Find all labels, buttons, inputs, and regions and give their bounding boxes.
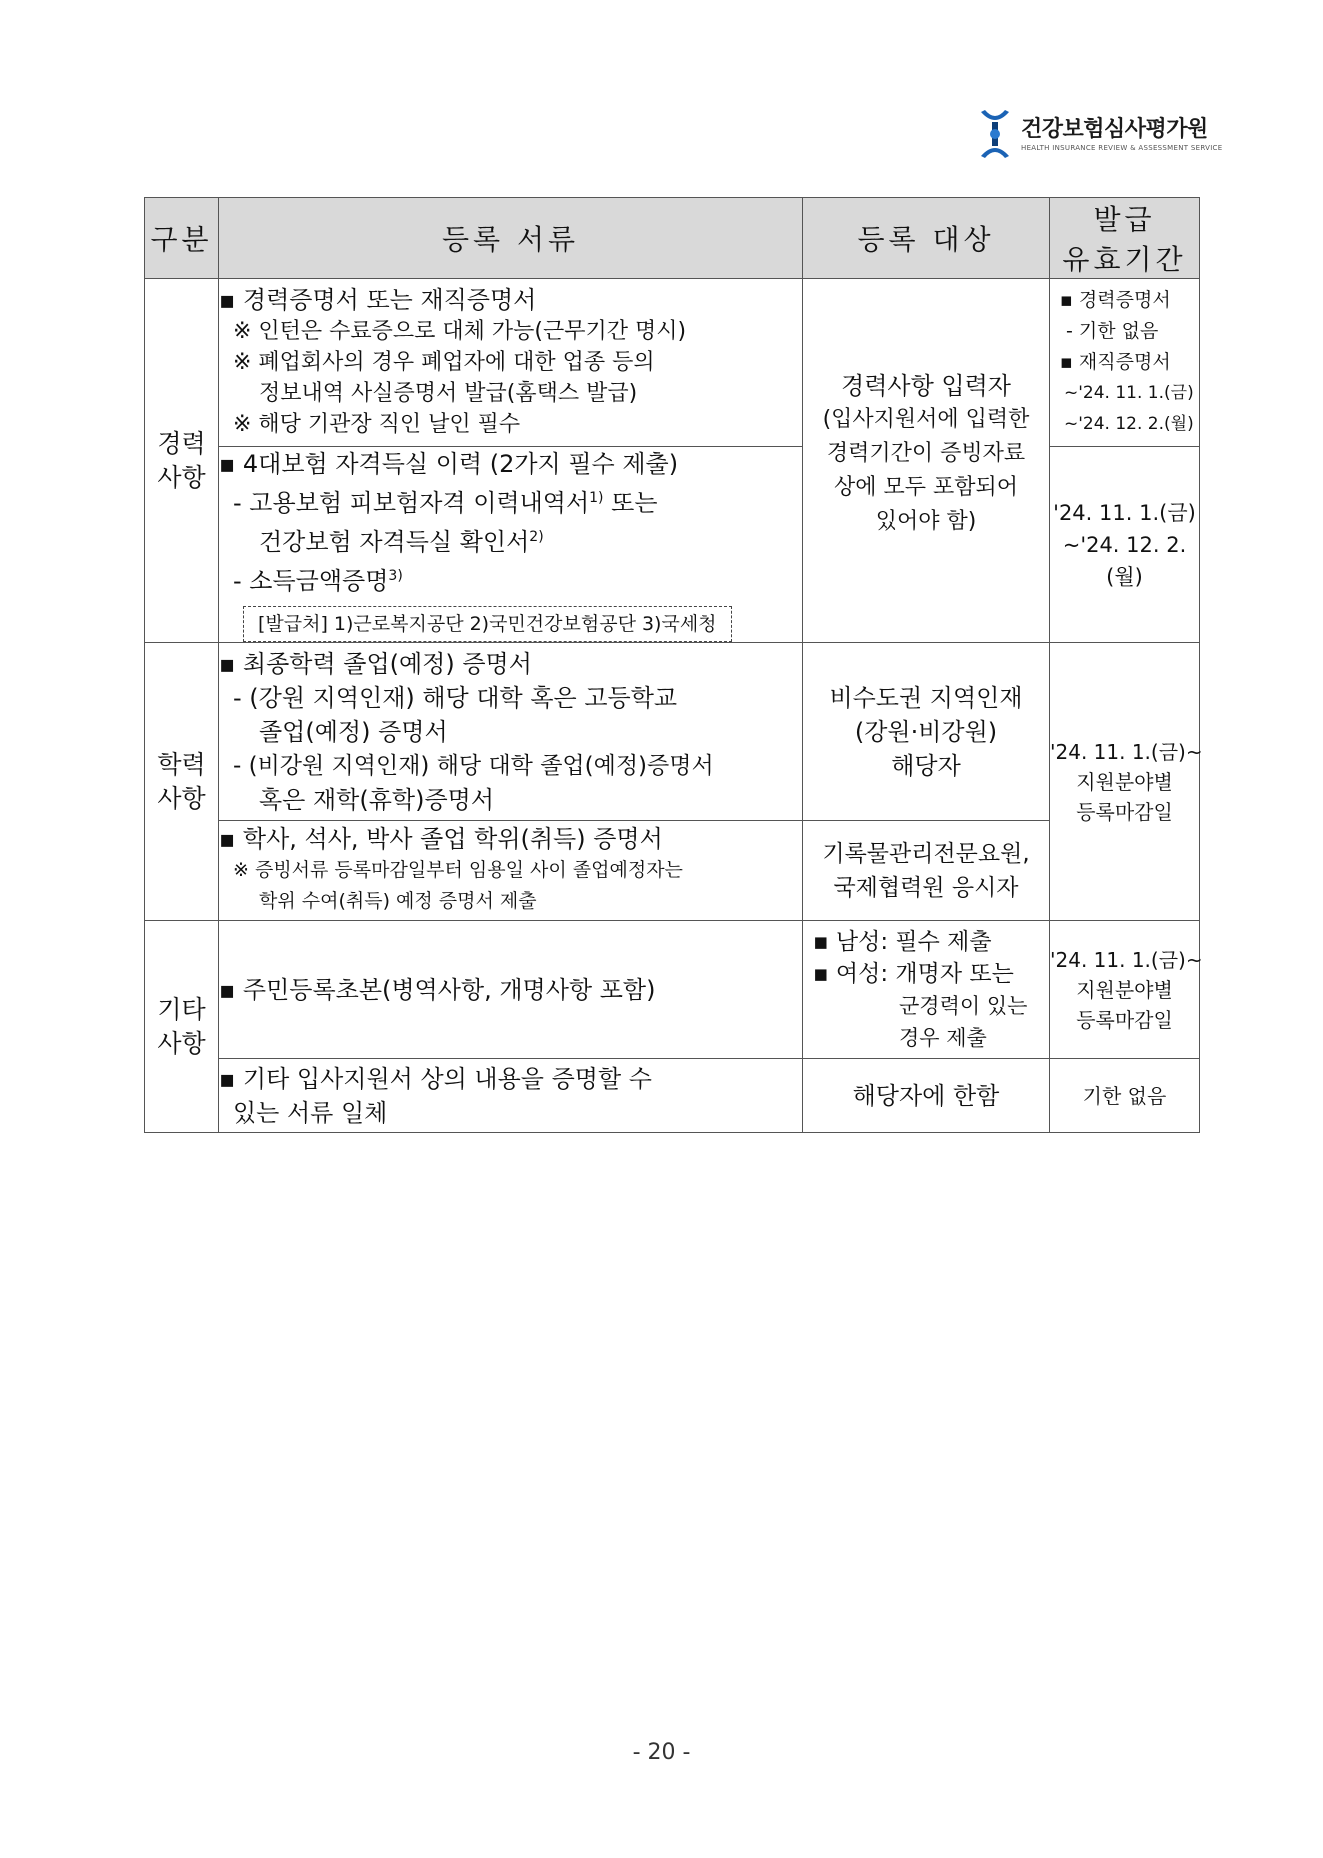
other-doc-line: ▪ 주민등록초본(병역사항, 개명사항 포함): [219, 975, 656, 1004]
validity-line: 지원분야별: [1076, 977, 1173, 1002]
other-docs-1: [219, 921, 803, 1059]
career-target: [803, 279, 1050, 643]
education-target-1: [803, 643, 1050, 821]
validity-line: 등록마감일: [1076, 799, 1173, 824]
other-row-2: [145, 1059, 1200, 1133]
validity-line: '24. 11. 1.(금)~: [1050, 947, 1203, 972]
validity-line: - 기한 없음: [1066, 320, 1159, 342]
validity-line: '24. 11. 1.(금)~: [1050, 739, 1203, 764]
education-doc-line: 혹은 재학(휴학)증명서: [259, 785, 495, 814]
career-target-line: (입사지원서에 입력한: [822, 407, 1030, 432]
validity-line: ~'24. 12. 2.(월): [1064, 414, 1194, 434]
header-category: 구분: [145, 198, 219, 279]
career-docs-2: [219, 447, 803, 643]
career-doc-line: [219, 559, 802, 598]
education-doc-line: ▪ 학사, 석사, 박사 졸업 학위(취득) 증명서: [219, 825, 663, 853]
footnote-marker: 1): [589, 490, 604, 506]
doc-text: - 소득금액증명: [233, 567, 389, 595]
header-validity-line2: 유효기간: [1062, 243, 1187, 276]
document-table: [144, 197, 1203, 1133]
education-validity: [1050, 643, 1203, 921]
other-doc-line: 있는 서류 일체: [233, 1098, 388, 1127]
validity-line: 등록마감일: [1076, 1007, 1173, 1032]
other-target-line: 군경력이 있는: [899, 993, 1028, 1018]
career-doc-line: [219, 520, 802, 559]
education-doc-line: 학위 수여(취득) 예정 증명서 제출: [259, 890, 537, 912]
education-target-line: 해당자: [891, 751, 961, 780]
doc-text: - 고용보험 피보험자격 이력내역서: [233, 489, 590, 517]
education-doc-line: 졸업(예정) 증명서: [259, 717, 448, 746]
other-validity-2: 기한 없음: [1050, 1059, 1200, 1133]
career-category: [145, 279, 219, 643]
header-target: 등록 대상: [803, 198, 1050, 279]
education-row-2: [145, 821, 1200, 921]
logo-name: 건강보험심사평가원: [1021, 117, 1208, 142]
other-target-line: ▪ 남성: 필수 제출: [813, 928, 992, 955]
other-row-1: [145, 921, 1200, 1059]
education-target-line: 기록물관리전문요원,: [822, 840, 1030, 867]
education-doc-line: - (강원 지역인재) 해당 대학 혹은 고등학교: [233, 683, 678, 712]
header-validity-line1: 발급: [1093, 203, 1156, 236]
other-target-line: ▪ 여성: 개명자 또는: [813, 960, 1014, 987]
other-doc-line: ▪ 기타 입사지원서 상의 내용을 증명할 수: [219, 1064, 652, 1093]
other-target-line: 경우 제출: [899, 1025, 987, 1050]
career-row-1: [145, 279, 1200, 447]
doc-text: 건강보험 자격득실 확인서: [259, 528, 530, 556]
education-row-1: [145, 643, 1200, 821]
education-doc-line: ※ 증빙서류 등록마감일부터 임용일 사이 졸업예정자는: [233, 859, 683, 881]
hira-logo-icon: [975, 108, 1015, 160]
other-validity-1: [1050, 921, 1203, 1059]
validity-line: 지원분야별: [1076, 769, 1173, 794]
page-number: - 20 -: [632, 1740, 691, 1765]
header-validity: [1050, 198, 1200, 279]
education-target-line: 국제협력원 응시자: [833, 874, 1019, 901]
career-category-line1: 경력: [157, 428, 206, 458]
footnote-marker: 2): [529, 529, 544, 545]
validity-line: (월): [1106, 564, 1143, 589]
career-validity-1: [1050, 279, 1200, 447]
education-docs-2: [219, 821, 803, 921]
education-doc-line: ▪ 최종학력 졸업(예정) 증명서: [219, 649, 532, 678]
education-doc-line: - (비강원 지역인재) 해당 대학 졸업(예정)증명서: [233, 752, 714, 779]
career-doc-line: ※ 해당 기관장 직인 날인 필수: [233, 412, 521, 437]
education-target-line: (강원·비강원): [854, 717, 998, 746]
career-validity-2: [1050, 447, 1200, 643]
other-category-line2: 사항: [157, 1028, 206, 1058]
career-target-line: 경력사항 입력자: [841, 372, 1011, 400]
issuer-note: [발급처] 1)근로복지공단 2)국민건강보험공단 3)국세청: [243, 606, 732, 642]
career-target-line: 상에 모두 포함되어: [833, 475, 1018, 500]
validity-line: ~'24. 12. 2.: [1062, 532, 1187, 557]
education-target-2: [803, 821, 1050, 921]
other-docs-2: [219, 1059, 803, 1133]
validity-line: '24. 11. 1.(금): [1053, 500, 1196, 525]
validity-line: ▪ 재직증명서: [1060, 351, 1171, 373]
career-doc-line: ※ 폐업회사의 경우 폐업자에 대한 업종 등의: [233, 350, 655, 375]
logo: [975, 104, 1223, 164]
education-category-line2: 사항: [157, 783, 206, 813]
validity-line: ▪ 경력증명서: [1060, 289, 1171, 311]
other-target-1: [803, 921, 1050, 1059]
validity-line: ~'24. 11. 1.(금): [1064, 383, 1194, 403]
education-target-line: 비수도권 지역인재: [829, 683, 1023, 712]
career-docs-1: [219, 279, 803, 447]
career-target-line: 있어야 함): [875, 509, 977, 534]
career-doc-line: ▪ 4대보험 자격득실 이력 (2가지 필수 제출): [219, 450, 679, 478]
other-target-2: 해당자에 한함: [803, 1059, 1050, 1133]
career-doc-line: [219, 481, 802, 520]
education-category-line1: 학력: [157, 749, 206, 779]
header-row: [145, 198, 1200, 279]
header-documents: 등록 서류: [219, 198, 803, 279]
other-category-line1: 기타: [157, 994, 206, 1024]
career-category-line2: 사항: [157, 462, 206, 492]
career-doc-line: 정보내역 사실증명서 발급(홈택스 발급): [259, 381, 638, 406]
footnote-marker: 3): [388, 568, 403, 584]
other-category: [145, 921, 219, 1133]
career-target-line: 경력기간이 증빙자료: [826, 441, 1026, 466]
logo-subtitle: HEALTH INSURANCE REVIEW & ASSESSMENT SERVICE: [1021, 144, 1223, 152]
education-category: [145, 643, 219, 921]
career-doc-line: ※ 인턴은 수료증으로 대체 가능(근무기간 명시): [233, 319, 687, 344]
doc-text: 또는: [603, 489, 658, 517]
career-doc-line: ▪ 경력증명서 또는 재직증명서: [219, 286, 537, 314]
education-docs-1: [219, 643, 803, 821]
